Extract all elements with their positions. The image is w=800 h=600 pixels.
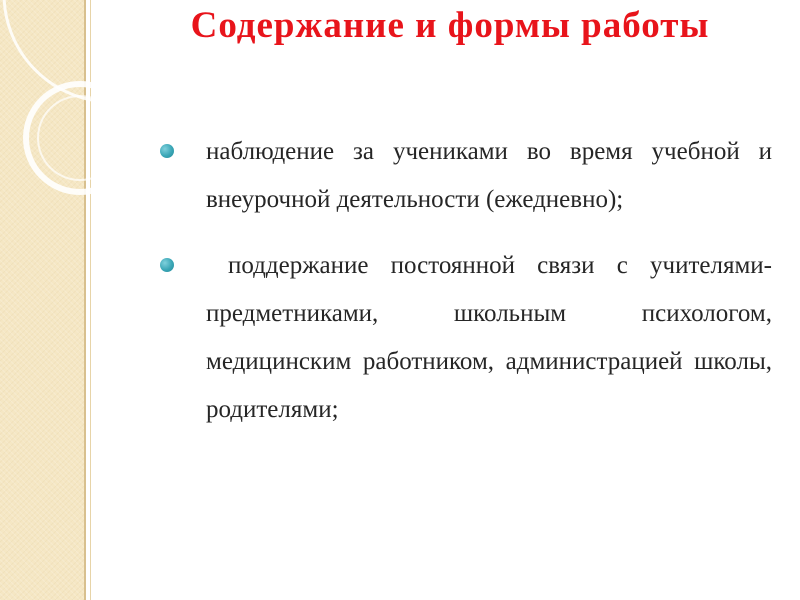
decorative-ring-small bbox=[38, 96, 120, 180]
decorative-ring-medium bbox=[26, 84, 120, 192]
bullet-text-contacts: поддержание постоянной связи с учителями-предметниками, школьным психологом, медицинским работником, администрацией школы, родителями; bbox=[206, 252, 772, 423]
slide-title: Содержание и формы работы bbox=[190, 5, 710, 46]
round-bullet-icon bbox=[160, 144, 174, 158]
bullet-item-observation bbox=[160, 128, 772, 224]
bullet-item-contacts bbox=[160, 242, 772, 434]
bullet-text-observation: наблюдение за учениками во время учебной и внеурочной деятельности (ежедневно); bbox=[206, 138, 772, 213]
decorative-rings bbox=[0, 0, 120, 260]
bullet-list bbox=[160, 128, 772, 452]
round-bullet-icon bbox=[160, 258, 174, 272]
